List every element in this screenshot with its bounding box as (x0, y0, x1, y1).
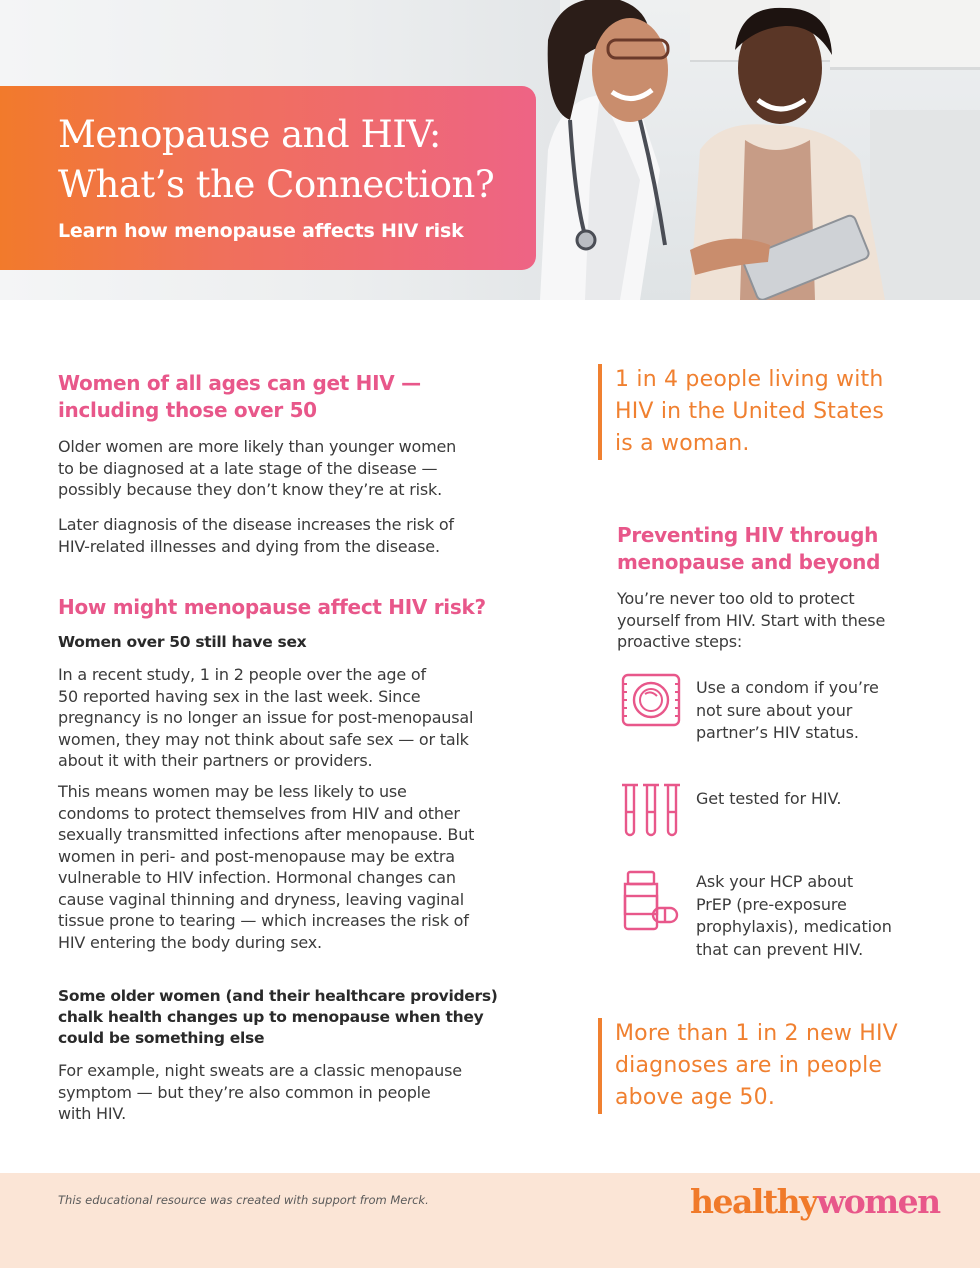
pill-bottle-icon (620, 870, 680, 932)
text-line: chalk health changes up to menopause when they (58, 1008, 484, 1026)
text-line: about it with their partners or providers. (58, 751, 373, 770)
stat-line: More than 1 in 2 new HIV (615, 1021, 898, 1046)
section-heading-all-ages (58, 370, 421, 424)
text-line: could be something else (58, 1029, 265, 1047)
healthywomen-logo[interactable] (690, 1182, 940, 1221)
stat-callout-over-50 (598, 1018, 898, 1114)
section-heading-menopause-risk: How might menopause affect HIV risk? (58, 595, 486, 619)
text-line: condoms to protect themselves from HIV and other (58, 803, 460, 823)
sponsor-note: This educational resource was created with support from Merck. (58, 1193, 429, 1207)
stat-line: diagnoses are in people (615, 1053, 883, 1078)
text-line: 50 reported having sex in the last week. Since (58, 686, 421, 706)
text-line: women, they may not think about safe sex — or talk (58, 729, 469, 749)
text-line: pregnancy is no longer an issue for post-menopausal (58, 708, 474, 727)
logo-text-healthy: healthy (690, 1182, 817, 1221)
test-tubes-icon (620, 782, 682, 840)
stat-line: above age 50. (615, 1085, 776, 1110)
text-line: You’re never too old to protect (617, 589, 855, 608)
subheading-over-50-sex: Women over 50 still have sex (58, 633, 307, 651)
page-subtitle: Learn how menopause affects HIV risk (58, 220, 464, 242)
heading-line: menopause and beyond (617, 550, 881, 574)
text-line: PrEP (pre-exposure (696, 894, 847, 914)
condom-icon (620, 672, 682, 728)
text-line: women in peri- and post-menopause may be extra (58, 846, 455, 866)
text-line: vulnerable to HIV infection. Hormonal changes can (58, 868, 456, 887)
text-line: sexually transmitted infections after menopause. But (58, 825, 475, 844)
paragraph-condom-use (58, 781, 474, 953)
heading-line: including those over 50 (58, 398, 317, 422)
title-line: What’s the Connection? (58, 163, 495, 206)
heading-line: Women of all ages can get HIV — (58, 371, 421, 395)
text-line: partner’s HIV status. (696, 723, 859, 742)
paragraph-late-diagnosis (58, 436, 456, 501)
text-line: Use a condom if you’re (696, 678, 879, 697)
text-line: symptom — but they’re also common in people (58, 1082, 431, 1102)
step-get-tested: Get tested for HIV. (696, 789, 842, 808)
step-use-condom (696, 677, 879, 745)
text-line: HIV entering the body during sex. (58, 932, 322, 952)
stat-line: HIV in the United States (615, 399, 884, 424)
step-ask-about-prep (696, 871, 892, 961)
text-line: Ask your HCP about (696, 872, 853, 891)
text-line: For example, night sweats are a classic menopause (58, 1061, 462, 1080)
heading-line: Preventing HIV through (617, 523, 879, 547)
text-line: proactive steps: (617, 632, 743, 651)
paragraph-night-sweats (58, 1060, 462, 1125)
paragraph-never-too-old (617, 588, 885, 653)
text-line: HIV-related illnesses and dying from the disease. (58, 536, 440, 556)
text-line: not sure about your (696, 700, 853, 720)
logo-text-women: women (816, 1182, 940, 1221)
text-line: that can prevent HIV. (696, 939, 864, 959)
text-line: with HIV. (58, 1104, 126, 1123)
text-line: to be diagnosed at a late stage of the disease — (58, 458, 438, 478)
text-line: possibly because they don’t know they’re at risk. (58, 480, 442, 499)
text-line: Some older women (and their healthcare providers) (58, 987, 498, 1005)
text-line: Later diagnosis of the disease increases the risk of (58, 515, 454, 534)
paragraph-recent-study (58, 664, 473, 772)
paragraph-later-diagnosis-risk (58, 514, 454, 557)
stat-line: 1 in 4 people living with (615, 367, 884, 392)
text-line: yourself from HIV. Start with these (617, 610, 886, 630)
stat-line: is a woman. (615, 431, 750, 456)
section-heading-preventing-hiv (617, 522, 880, 576)
text-line: tissue prone to tearing — which increases the risk of (58, 911, 469, 930)
text-line: cause vaginal thinning and dryness, leaving vaginal (58, 889, 465, 909)
text-line: prophylaxis), medication (696, 917, 892, 936)
title-line: Menopause and HIV: (58, 113, 441, 156)
subheading-chalk-up-changes (58, 986, 498, 1049)
text-line: This means women may be less likely to use (58, 782, 407, 801)
stat-callout-women (598, 364, 884, 460)
page-title (58, 110, 528, 210)
text-line: In a recent study, 1 in 2 people over the age of (58, 665, 426, 684)
text-line: Older women are more likely than younger women (58, 437, 457, 456)
